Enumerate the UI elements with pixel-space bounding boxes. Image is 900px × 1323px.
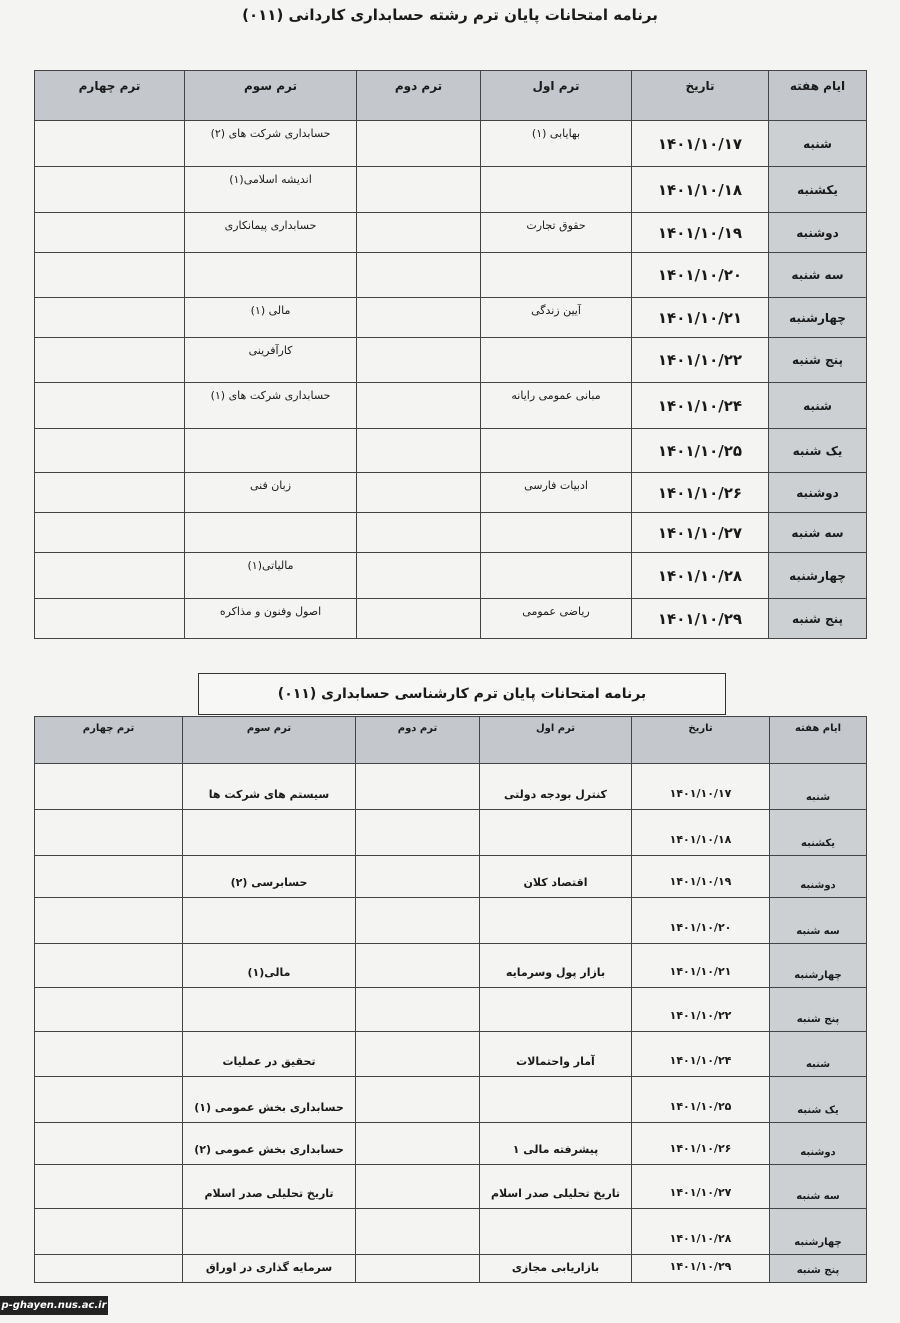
term2-cell bbox=[357, 429, 481, 473]
term2-cell bbox=[356, 1032, 480, 1077]
header-term2: ترم دوم bbox=[356, 717, 480, 764]
date-cell: ۱۴۰۱/۱۰/۱۹ bbox=[632, 213, 769, 253]
term1-cell bbox=[481, 253, 632, 298]
date-cell: ۱۴۰۱/۱۰/۱۸ bbox=[632, 167, 769, 213]
term3-cell: مالی (۱) bbox=[185, 298, 357, 338]
weekday-cell: یک شنبه bbox=[769, 429, 867, 473]
date-cell: ۱۴۰۱/۱۰/۲۲ bbox=[632, 988, 770, 1032]
table-row bbox=[35, 429, 867, 473]
table-header-row bbox=[35, 71, 867, 121]
term2-cell bbox=[356, 1123, 480, 1165]
term3-cell: سرمایه گذاری در اوراق bbox=[183, 1255, 356, 1283]
term2-cell bbox=[357, 213, 481, 253]
date-cell: ۱۴۰۱/۱۰/۲۵ bbox=[632, 429, 769, 473]
date-cell: ۱۴۰۱/۱۰/۲۴ bbox=[632, 1032, 770, 1077]
date-cell: ۱۴۰۱/۱۰/۲۵ bbox=[632, 1077, 770, 1123]
term2-cell bbox=[356, 764, 480, 810]
term3-cell: اندیشه اسلامی(۱) bbox=[185, 167, 357, 213]
term3-cell: تاریخ تحلیلی صدر اسلام bbox=[183, 1165, 356, 1209]
term1-cell: بازاریابی مجازی bbox=[480, 1255, 632, 1283]
term2-cell bbox=[357, 553, 481, 599]
term3-cell: حسابداری پیمانکاری bbox=[185, 213, 357, 253]
term2-cell bbox=[356, 944, 480, 988]
table-row bbox=[35, 810, 867, 856]
header-term4: ترم چهارم bbox=[35, 71, 185, 121]
weekday-cell: شنبه bbox=[769, 121, 867, 167]
term2-cell bbox=[356, 988, 480, 1032]
term1-cell bbox=[481, 167, 632, 213]
weekday-cell: دوشنبه bbox=[769, 473, 867, 513]
term3-cell: حسابداری شرکت های (۲) bbox=[185, 121, 357, 167]
term4-cell bbox=[35, 121, 185, 167]
term2-cell bbox=[356, 1255, 480, 1283]
term3-cell: حسابرسی (۲) bbox=[183, 856, 356, 898]
term3-cell bbox=[185, 513, 357, 553]
term4-cell bbox=[35, 298, 185, 338]
table-row bbox=[35, 298, 867, 338]
term1-cell: آیین زندگی bbox=[481, 298, 632, 338]
term2-cell bbox=[357, 167, 481, 213]
table-row bbox=[35, 898, 867, 944]
term3-cell: زبان فنی bbox=[185, 473, 357, 513]
header-term3: ترم سوم bbox=[183, 717, 356, 764]
term4-cell bbox=[35, 1077, 183, 1123]
term4-cell bbox=[35, 1255, 183, 1283]
date-cell: ۱۴۰۱/۱۰/۲۶ bbox=[632, 1123, 770, 1165]
weekday-cell: شنبه bbox=[770, 1032, 867, 1077]
term3-cell: تحقیق در عملیات bbox=[183, 1032, 356, 1077]
date-cell: ۱۴۰۱/۱۰/۲۱ bbox=[632, 944, 770, 988]
term1-cell bbox=[480, 1209, 632, 1255]
site-watermark: p-ghayen.nus.ac.ir bbox=[0, 1296, 108, 1315]
term1-cell: بهایابی (۱) bbox=[481, 121, 632, 167]
term4-cell bbox=[35, 988, 183, 1032]
weekday-cell: یک شنبه bbox=[770, 1077, 867, 1123]
table-row bbox=[35, 1255, 867, 1283]
term2-cell bbox=[357, 599, 481, 639]
table-row bbox=[35, 1209, 867, 1255]
weekday-cell: پنج شنبه bbox=[770, 988, 867, 1032]
table2-title: برنامه امتحانات پایان ترم کارشناسی حسابداری (۰۱۱) bbox=[198, 673, 726, 715]
table-row bbox=[35, 1077, 867, 1123]
weekday-cell: چهارشنبه bbox=[769, 298, 867, 338]
table-row bbox=[35, 944, 867, 988]
term1-cell: تاریخ تحلیلی صدر اسلام bbox=[480, 1165, 632, 1209]
term4-cell bbox=[35, 1123, 183, 1165]
term4-cell bbox=[35, 764, 183, 810]
term1-cell bbox=[481, 429, 632, 473]
term2-cell bbox=[357, 338, 481, 383]
term3-cell bbox=[185, 253, 357, 298]
header-date: تاریخ bbox=[632, 71, 769, 121]
date-cell: ۱۴۰۱/۱۰/۱۹ bbox=[632, 856, 770, 898]
weekday-cell: سه شنبه bbox=[770, 898, 867, 944]
date-cell: ۱۴۰۱/۱۰/۲۹ bbox=[632, 599, 769, 639]
table-row bbox=[35, 167, 867, 213]
term4-cell bbox=[35, 473, 185, 513]
term2-cell bbox=[357, 513, 481, 553]
weekday-cell: پنج شنبه bbox=[769, 338, 867, 383]
date-cell: ۱۴۰۱/۱۰/۲۷ bbox=[632, 513, 769, 553]
exam-table-bachelor bbox=[34, 716, 867, 1283]
table1-title: برنامه امتحانات پایان ترم رشته حسابداری کاردانی (۰۱۱) bbox=[242, 6, 658, 24]
table-row bbox=[35, 213, 867, 253]
header-term2: ترم دوم bbox=[357, 71, 481, 121]
date-cell: ۱۴۰۱/۱۰/۱۷ bbox=[632, 121, 769, 167]
term1-cell: ادبیات فارسی bbox=[481, 473, 632, 513]
term2-cell bbox=[357, 121, 481, 167]
table-row bbox=[35, 1123, 867, 1165]
term3-cell: حسابداری بخش عمومی (۱) bbox=[183, 1077, 356, 1123]
term1-cell: اقتصاد کلان bbox=[480, 856, 632, 898]
term4-cell bbox=[35, 1165, 183, 1209]
header-term1: ترم اول bbox=[481, 71, 632, 121]
term2-cell bbox=[356, 1165, 480, 1209]
term2-cell bbox=[356, 898, 480, 944]
term2-cell bbox=[357, 253, 481, 298]
table-row bbox=[35, 599, 867, 639]
term2-cell bbox=[357, 298, 481, 338]
date-cell: ۱۴۰۱/۱۰/۲۱ bbox=[632, 298, 769, 338]
header-term3: ترم سوم bbox=[185, 71, 357, 121]
term3-cell bbox=[183, 1209, 356, 1255]
term3-cell: مالیاتی(۱) bbox=[185, 553, 357, 599]
weekday-cell: دوشنبه bbox=[770, 1123, 867, 1165]
term3-cell: اصول وفنون و مذاکره bbox=[185, 599, 357, 639]
weekday-cell: سه شنبه bbox=[769, 513, 867, 553]
term4-cell bbox=[35, 810, 183, 856]
term2-cell bbox=[356, 856, 480, 898]
term4-cell bbox=[35, 553, 185, 599]
header-term4: ترم چهارم bbox=[35, 717, 183, 764]
header-weekday: ایام هفته bbox=[769, 71, 867, 121]
weekday-cell: چهارشنبه bbox=[770, 1209, 867, 1255]
date-cell: ۱۴۰۱/۱۰/۲۸ bbox=[632, 553, 769, 599]
term1-cell bbox=[481, 553, 632, 599]
term4-cell bbox=[35, 944, 183, 988]
header-weekday: ایام هفته bbox=[770, 717, 867, 764]
term1-cell bbox=[481, 338, 632, 383]
header-term1: ترم اول bbox=[480, 717, 632, 764]
term4-cell bbox=[35, 1032, 183, 1077]
date-cell: ۱۴۰۱/۱۰/۱۸ bbox=[632, 810, 770, 856]
table-row bbox=[35, 988, 867, 1032]
term1-cell: پیشرفته مالی ۱ bbox=[480, 1123, 632, 1165]
weekday-cell: پنج شنبه bbox=[769, 599, 867, 639]
weekday-cell: چهارشنبه bbox=[770, 944, 867, 988]
date-cell: ۱۴۰۱/۱۰/۲۶ bbox=[632, 473, 769, 513]
term2-cell bbox=[356, 1209, 480, 1255]
term4-cell bbox=[35, 253, 185, 298]
date-cell: ۱۴۰۱/۱۰/۱۷ bbox=[632, 764, 770, 810]
table-row bbox=[35, 383, 867, 429]
weekday-cell: سه شنبه bbox=[769, 253, 867, 298]
term1-cell bbox=[480, 810, 632, 856]
term3-cell bbox=[183, 898, 356, 944]
term1-cell: مبانی عمومی رایانه bbox=[481, 383, 632, 429]
exam-table-associate bbox=[34, 70, 867, 639]
term2-cell bbox=[357, 383, 481, 429]
term1-cell bbox=[480, 1077, 632, 1123]
date-cell: ۱۴۰۱/۱۰/۲۲ bbox=[632, 338, 769, 383]
term4-cell bbox=[35, 429, 185, 473]
term4-cell bbox=[35, 1209, 183, 1255]
table-row bbox=[35, 121, 867, 167]
weekday-cell: یکشنبه bbox=[769, 167, 867, 213]
table-row bbox=[35, 553, 867, 599]
term3-cell: کارآفرینی bbox=[185, 338, 357, 383]
weekday-cell: شنبه bbox=[770, 764, 867, 810]
term4-cell bbox=[35, 599, 185, 639]
term3-cell: مالی(۱) bbox=[183, 944, 356, 988]
table-row bbox=[35, 338, 867, 383]
date-cell: ۱۴۰۱/۱۰/۲۷ bbox=[632, 1165, 770, 1209]
header-date: تاریخ bbox=[632, 717, 770, 764]
term4-cell bbox=[35, 213, 185, 253]
term1-cell: بازار پول وسرمایه bbox=[480, 944, 632, 988]
weekday-cell: دوشنبه bbox=[770, 856, 867, 898]
term2-cell bbox=[357, 473, 481, 513]
date-cell: ۱۴۰۱/۱۰/۲۸ bbox=[632, 1209, 770, 1255]
table-row bbox=[35, 856, 867, 898]
term3-cell bbox=[185, 429, 357, 473]
table-row bbox=[35, 764, 867, 810]
term4-cell bbox=[35, 513, 185, 553]
weekday-cell: شنبه bbox=[769, 383, 867, 429]
table-header-row bbox=[35, 717, 867, 764]
term4-cell bbox=[35, 856, 183, 898]
term4-cell bbox=[35, 338, 185, 383]
date-cell: ۱۴۰۱/۱۰/۲۴ bbox=[632, 383, 769, 429]
weekday-cell: چهارشنبه bbox=[769, 553, 867, 599]
term3-cell bbox=[183, 810, 356, 856]
term1-cell: حقوق تجارت bbox=[481, 213, 632, 253]
weekday-cell: پنج شنبه bbox=[770, 1255, 867, 1283]
term4-cell bbox=[35, 383, 185, 429]
term1-cell bbox=[481, 513, 632, 553]
term3-cell: حسابداری بخش عمومی (۲) bbox=[183, 1123, 356, 1165]
table-row bbox=[35, 473, 867, 513]
date-cell: ۱۴۰۱/۱۰/۲۰ bbox=[632, 898, 770, 944]
term4-cell bbox=[35, 167, 185, 213]
table-row bbox=[35, 253, 867, 298]
term1-cell: ریاضی عمومی bbox=[481, 599, 632, 639]
term1-cell bbox=[480, 898, 632, 944]
term3-cell: سیستم های شرکت ها bbox=[183, 764, 356, 810]
weekday-cell: دوشنبه bbox=[769, 213, 867, 253]
table-row bbox=[35, 1032, 867, 1077]
term1-cell: کنترل بودجه دولتی bbox=[480, 764, 632, 810]
term3-cell: حسابداری شرکت های (۱) bbox=[185, 383, 357, 429]
term2-cell bbox=[356, 810, 480, 856]
table-row bbox=[35, 513, 867, 553]
term1-cell: آمار واحتمالات bbox=[480, 1032, 632, 1077]
weekday-cell: سه شنبه bbox=[770, 1165, 867, 1209]
term3-cell bbox=[183, 988, 356, 1032]
term4-cell bbox=[35, 898, 183, 944]
table-row bbox=[35, 1165, 867, 1209]
term2-cell bbox=[356, 1077, 480, 1123]
date-cell: ۱۴۰۱/۱۰/۲۰ bbox=[632, 253, 769, 298]
date-cell: ۱۴۰۱/۱۰/۲۹ bbox=[632, 1255, 770, 1283]
term1-cell bbox=[480, 988, 632, 1032]
weekday-cell: یکشنبه bbox=[770, 810, 867, 856]
